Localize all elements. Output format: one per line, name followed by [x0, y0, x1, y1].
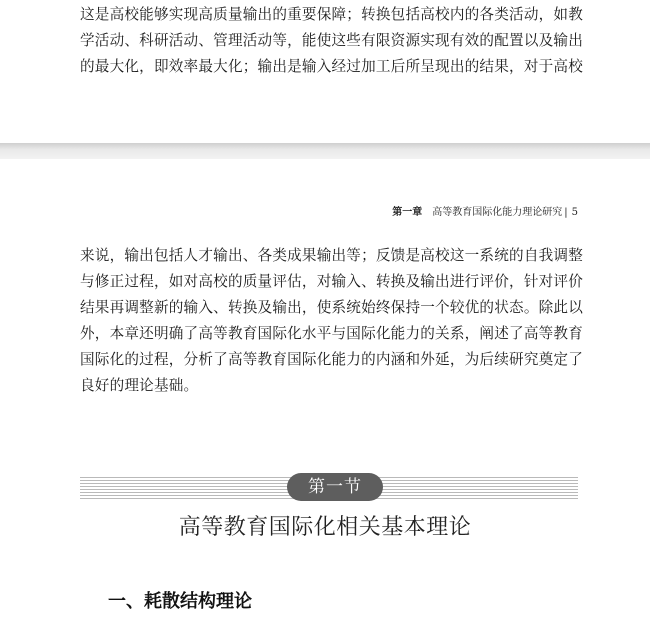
subsection-heading: 一、耗散结构理论 [108, 591, 252, 612]
previous-page [0, 0, 650, 143]
text-line: 结果再调整新的输入、转换及输出，使系统始终保持一个较优的状态。除此以 [80, 299, 583, 316]
page-gap-shadow [0, 143, 650, 159]
running-header-separator: | [564, 207, 568, 218]
text-line: 的最大化，即效率最大化；输出是输入经过加工后所呈现出的结果，对于高校 [80, 58, 583, 75]
running-header [392, 203, 578, 218]
running-header-chapter: 第一章 [392, 207, 423, 218]
text-line: 这是高校能够实现高质量输出的重要保障；转换包括高校内的各类活动，如教 [80, 6, 583, 23]
text-line: 与修正过程，如对高校的质量评估，对输入、转换及输出进行评价，针对评价 [80, 273, 583, 290]
text-line: 良好的理论基础。 [80, 377, 199, 394]
page-number: 5 [571, 207, 578, 218]
text-line: 来说，输出包括人才输出、各类成果输出等；反馈是高校这一系统的自我调整 [80, 247, 583, 264]
text-line: 外，本章还明确了高等教育国际化水平与国际化能力的关系，阐述了高等教育 [80, 325, 583, 342]
text-line: 国际化的过程，分析了高等教育国际化能力的内涵和外延，为后续研究奠定了 [80, 351, 583, 368]
section-badge: 第一节 [287, 473, 383, 501]
section-title: 高等教育国际化相关基本理论 [178, 515, 472, 540]
text-line: 学活动、科研活动、管理活动等，能使这些有限资源实现有效的配置以及输出 [80, 32, 583, 49]
body-paragraph [80, 243, 583, 399]
running-header-title: 高等教育国际化能力理论研究 [432, 207, 563, 218]
current-page [0, 159, 650, 628]
body-paragraph-top [80, 2, 583, 80]
